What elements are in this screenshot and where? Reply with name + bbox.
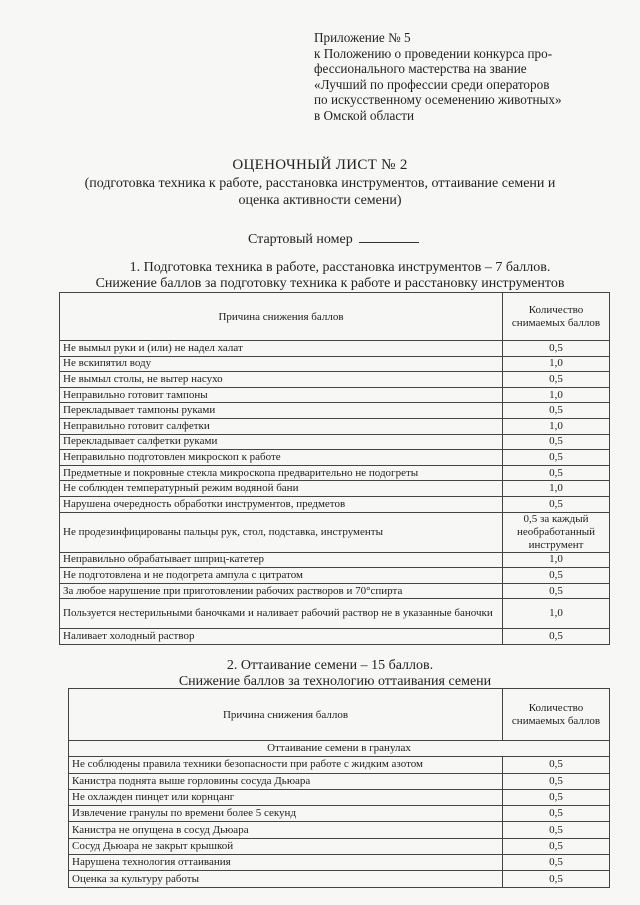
value-cell: 0,5 — [503, 465, 610, 481]
reason-cell: Предметные и покровные стекла микроскопа предварительно не подогреты — [60, 465, 503, 481]
table-row — [60, 481, 610, 497]
document-subtitle: (подготовка техника к работе, расстановка инструментов, оттаивание семени и оценка активности семени) — [84, 176, 556, 208]
value-cell: 0,5 — [503, 871, 610, 887]
value-cell: 1,0 — [503, 599, 610, 629]
value-cell: 0,5 — [503, 341, 610, 357]
reason-cell: Оценка за культуру работы — [69, 871, 503, 887]
appendix-line: по искусственному осеменению животных» — [314, 92, 562, 107]
column-header-qty: Количество снимаемых баллов — [503, 293, 610, 341]
reason-cell: Не подготовлена и не подогрета ампула с цитратом — [60, 568, 503, 584]
value-cell: 0,5 — [503, 372, 610, 388]
value-cell: 1,0 — [503, 387, 610, 403]
table-row — [60, 599, 610, 629]
value-cell: 0,5 — [503, 568, 610, 584]
table-row — [60, 387, 610, 403]
value-cell: 0,5 — [503, 450, 610, 466]
table-row — [60, 583, 610, 599]
table-header-row — [60, 293, 610, 341]
reason-cell: Не продезинфицированы пальцы рук, стол, подставка, инструменты — [60, 512, 503, 552]
section1-heading: 1. Подготовка техника в работе, расстановка инструментов – 7 баллов. — [129, 260, 551, 275]
table-row — [60, 434, 610, 450]
reason-cell: Неправильно подготовлен микроскоп к работе — [60, 450, 503, 466]
table-row — [60, 568, 610, 584]
reason-cell: Неправильно обрабатывает шприц-катетер — [60, 552, 503, 568]
appendix-line: «Лучший по профессии среди операторов — [314, 76, 550, 92]
section2-subheading: Снижение баллов за технологию оттаивания семени — [178, 674, 492, 689]
section2-table — [68, 688, 610, 888]
reason-cell: Не соблюдены правила техники безопасности при работе с жидким азотом — [69, 757, 503, 773]
appendix-line: Приложение № 5 — [314, 30, 411, 45]
value-cell: 0,5 за каждый необработанный инструмент — [503, 512, 610, 552]
appendix-line: к Положению о проведении конкурса про- — [314, 45, 553, 61]
table-group-row — [69, 741, 610, 757]
table-row — [60, 450, 610, 466]
reason-cell: Не охлажден пинцет или корнцанг — [69, 789, 503, 805]
table-row — [60, 496, 610, 512]
start-number-blank — [359, 231, 419, 243]
reason-cell: Не вымыл руки и (или) не надел халат — [60, 341, 503, 357]
table-row — [60, 512, 610, 552]
reason-cell: Извлечение гранулы по времени более 5 секунд — [69, 806, 503, 822]
column-header-reason: Причина снижения баллов — [69, 689, 503, 741]
reason-cell: Нарушена технология оттаивания — [69, 855, 503, 871]
table-row — [69, 822, 610, 838]
reason-cell: Пользуется нестерильными баночками и наливает рабочий раствор не в указанные баночки — [60, 599, 503, 629]
table-row — [69, 855, 610, 871]
reason-cell: Нарушена очередность обработки инструментов, предметов — [60, 496, 503, 512]
value-cell: 0,5 — [503, 838, 610, 854]
value-cell: 0,5 — [503, 822, 610, 838]
value-cell: 1,0 — [503, 481, 610, 497]
value-cell: 0,5 — [503, 806, 610, 822]
start-number-label: Стартовый номер — [248, 232, 353, 247]
table-row — [60, 465, 610, 481]
reason-cell: Неправильно готовит тампоны — [60, 387, 503, 403]
table-row — [60, 552, 610, 568]
table-row — [69, 773, 610, 789]
table-row — [69, 806, 610, 822]
section2-heading: 2. Оттаивание семени – 15 баллов. — [226, 658, 434, 673]
document-title: ОЦЕНОЧНЫЙ ЛИСТ № 2 — [232, 157, 408, 173]
reason-cell: Не соблюден температурный режим водяной бани — [60, 481, 503, 497]
table-row — [60, 372, 610, 388]
group-heading: Оттаивание семени в гранулах — [69, 741, 610, 757]
table-row — [69, 789, 610, 805]
section1-subheading: Снижение баллов за подготовку техника к работе и расстановку инструментов — [95, 276, 565, 291]
value-cell: 0,5 — [503, 855, 610, 871]
value-cell: 0,5 — [503, 629, 610, 645]
value-cell: 0,5 — [503, 496, 610, 512]
table-row — [60, 629, 610, 645]
reason-cell: Канистра не опущена в сосуд Дьюара — [69, 822, 503, 838]
reason-cell: Сосуд Дьюара не закрыт крышкой — [69, 838, 503, 854]
table-row — [69, 838, 610, 854]
table-row — [60, 341, 610, 357]
column-header-qty: Количество снимаемых баллов — [503, 689, 610, 741]
table-row — [60, 418, 610, 434]
reason-cell: Не вскипятил воду — [60, 356, 503, 372]
appendix-header — [314, 30, 614, 123]
column-header-reason: Причина снижения баллов — [60, 293, 503, 341]
table-header-row — [69, 689, 610, 741]
value-cell: 1,0 — [503, 552, 610, 568]
value-cell: 0,5 — [503, 583, 610, 599]
section1-table — [59, 292, 610, 645]
appendix-line: фессионального мастерства на звание — [314, 61, 527, 76]
start-number-field — [248, 231, 419, 248]
value-cell: 0,5 — [503, 789, 610, 805]
appendix-line: в Омской области — [314, 107, 415, 123]
value-cell: 0,5 — [503, 434, 610, 450]
value-cell: 1,0 — [503, 418, 610, 434]
table-row — [69, 871, 610, 887]
value-cell: 0,5 — [503, 403, 610, 419]
reason-cell: Перекладывает тампоны руками — [60, 403, 503, 419]
table-row — [60, 403, 610, 419]
value-cell: 0,5 — [503, 773, 610, 789]
table-row — [60, 356, 610, 372]
reason-cell: Не вымыл столы, не вытер насухо — [60, 372, 503, 388]
reason-cell: За любое нарушение при приготовлении рабочих растворов и 70°спирта — [60, 583, 503, 599]
reason-cell: Наливает холодный раствор — [60, 629, 503, 645]
reason-cell: Перекладывает салфетки руками — [60, 434, 503, 450]
value-cell: 0,5 — [503, 757, 610, 773]
value-cell: 1,0 — [503, 356, 610, 372]
table-row — [69, 757, 610, 773]
reason-cell: Неправильно готовит салфетки — [60, 418, 503, 434]
reason-cell: Канистра поднята выше горловины сосуда Дьюара — [69, 773, 503, 789]
